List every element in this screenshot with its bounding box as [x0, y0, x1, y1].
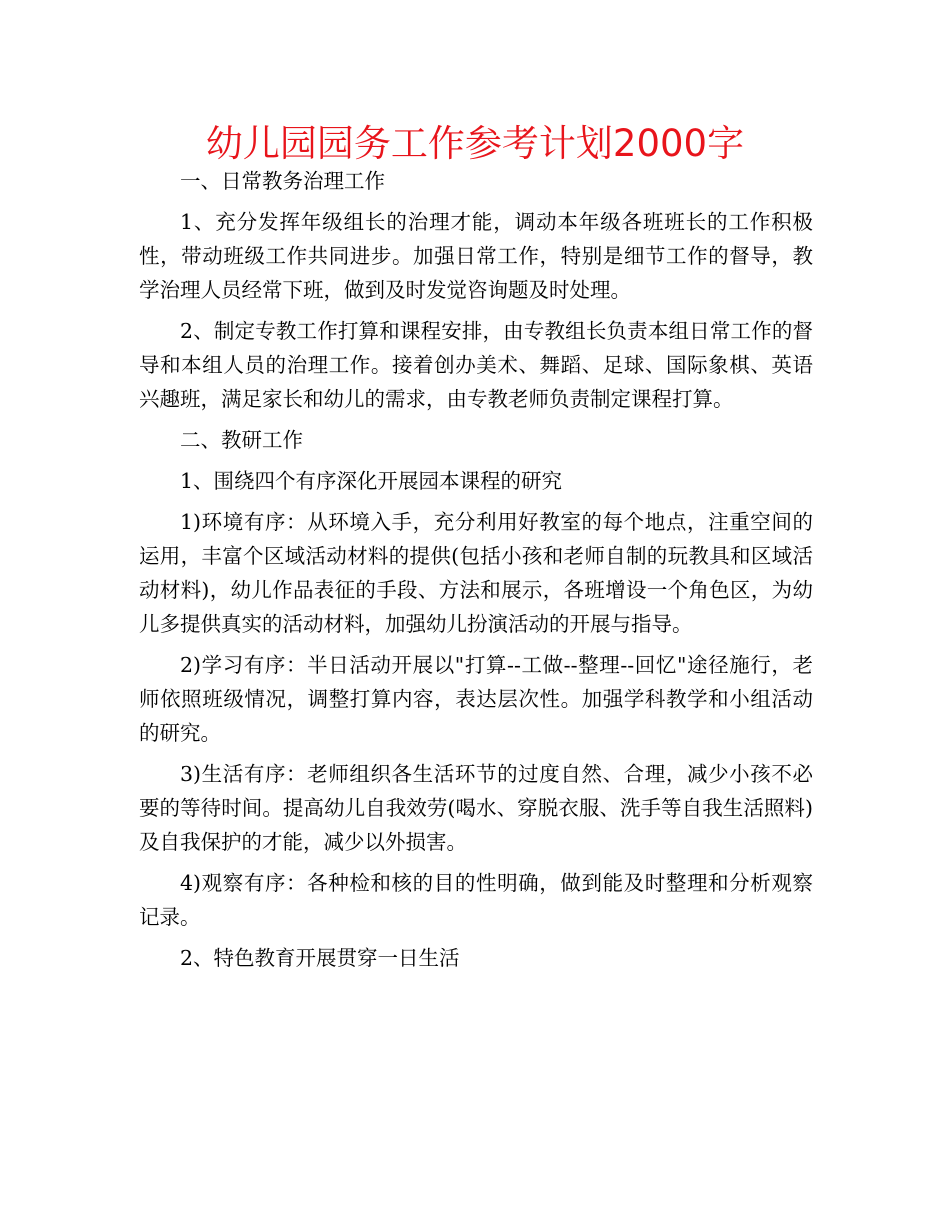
- paragraph-special-teaching: 2、制定专教工作打算和课程安排，由专教组长负责本组日常工作的督导和本组人员的治理工作。接着创办美术、舞蹈、足球、国际象棋、英语兴趣班，满足家长和幼儿的需求，由专教老师负责制定课程打算。: [139, 319, 813, 411]
- paragraph-environment-order: 1)环境有序：从环境入手，充分利用好教室的每个地点，注重空间的运用，丰富个区域活动材料的提供(包括小孩和老师自制的玩教具和区域活动材料)，幼儿作品表征的手段、方法和展示，各班增设一个角色区，为幼儿多提供真实的活动材料，加强幼儿扮演活动的开展与指导。: [139, 510, 813, 636]
- document-title: 幼儿园园务工作参考计划2000字: [205, 122, 745, 165]
- paragraph-life-order: 3)生活有序：老师组织各生活环节的过度自然、合理，减少小孩不必要的等待时间。提高幼儿自我效劳(喝水、穿脱衣服、洗手等自我生活照料)及自我保护的才能，减少以外损害。: [139, 762, 813, 854]
- paragraph-grade-leaders: 1、充分发挥年级组长的治理才能，调动本年级各班班长的工作积极性，带动班级工作共同进步。加强日常工作，特别是细节工作的督导，教学治理人员经常下班，做到及时发觉咨询题及时处理。: [139, 210, 813, 302]
- document-body: [139, 164, 813, 975]
- section-heading-teaching-research: 二、教研工作: [180, 428, 303, 452]
- paragraph-learning-order: 2)学习有序：半日活动开展以"打算--工做--整理--回忆"途径施行，老师依照班级情况，调整打算内容，表达层次性。加强学科教学和小组活动的研究。: [139, 653, 813, 745]
- section-heading-daily-management: 一、日常教务治理工作: [180, 169, 385, 193]
- paragraph-observation-order: 4)观察有序：各种检和核的目的性明确，做到能及时整理和分析观察记录。: [139, 871, 813, 929]
- paragraph-four-orders: 1、围绕四个有序深化开展园本课程的研究: [180, 469, 563, 493]
- paragraph-special-education: 2、特色教育开展贯穿一日生活: [180, 946, 460, 970]
